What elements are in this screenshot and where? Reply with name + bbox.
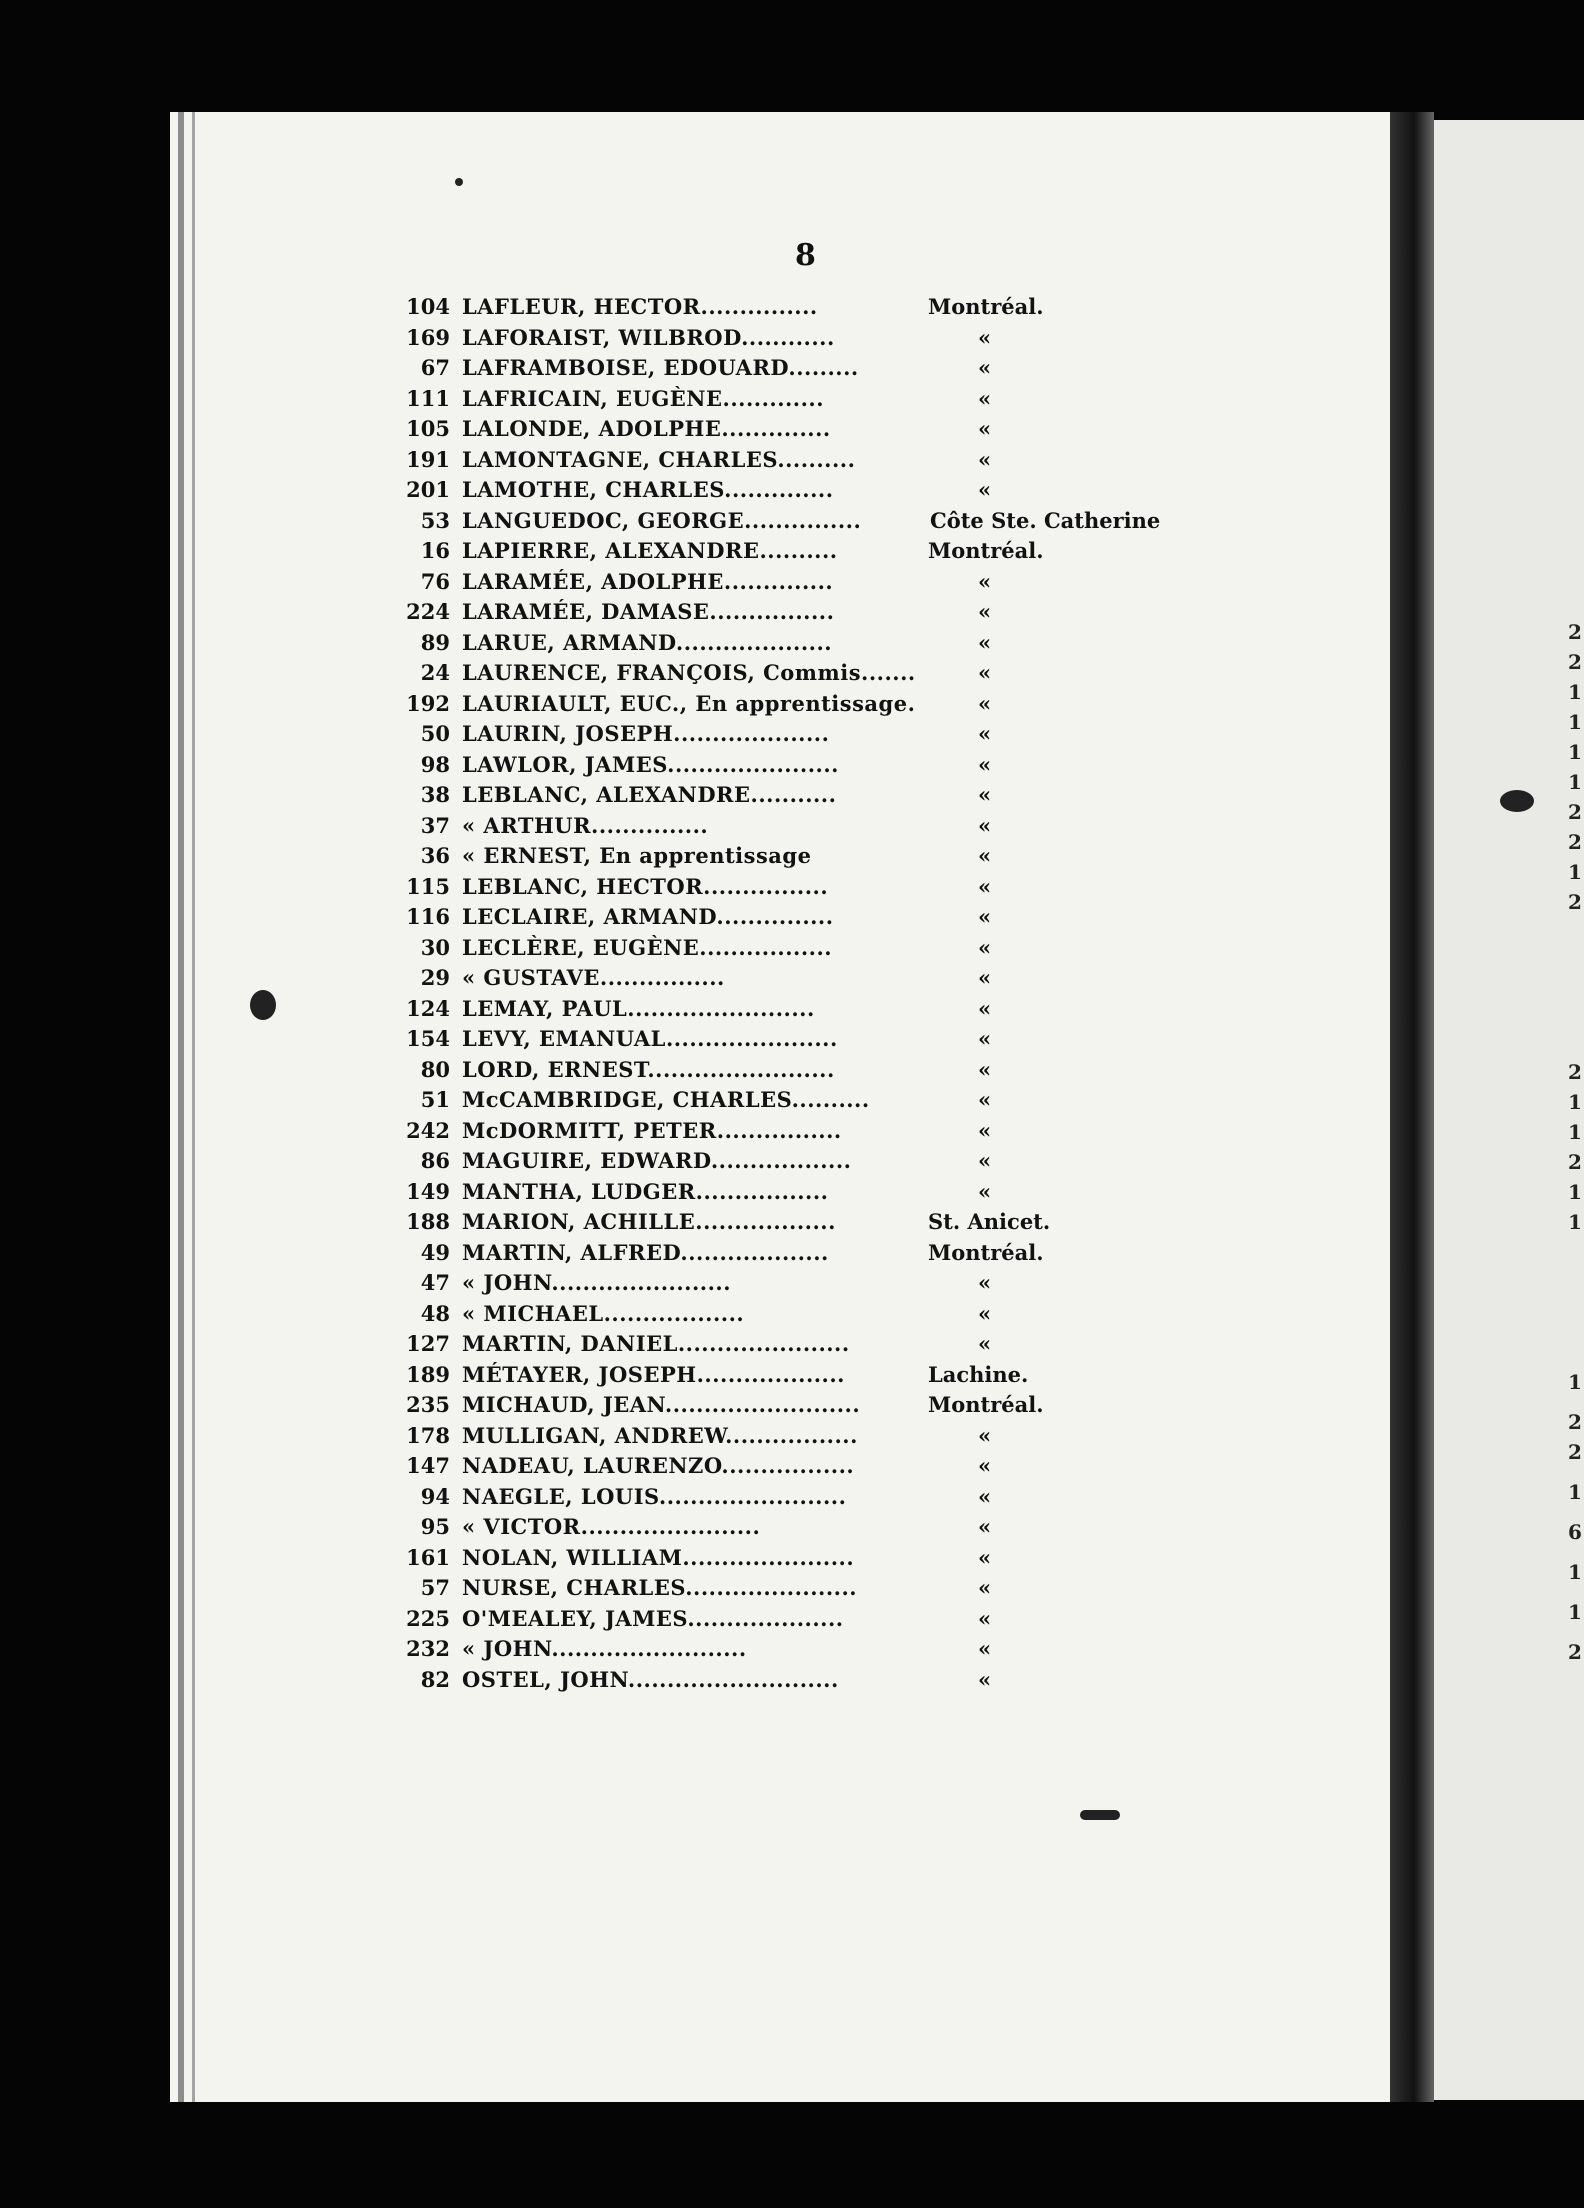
entry-number: 47 [420,1270,450,1295]
entry-place: « [978,1514,992,1539]
entry-number: 38 [420,782,450,807]
entry-place: « [978,1605,992,1631]
adjacent-page-digit: 2 [1568,800,1582,824]
ink-speck [455,178,463,186]
entry-name: LAMOTHE, CHARLES.............. [462,477,834,502]
entry-name: LARAMÉE, DAMASE................ [462,599,835,624]
entry-number: 94 [420,1483,450,1509]
entry-place: « [978,721,992,746]
entry-place: « [978,1453,992,1478]
entry-name: « VICTOR....................... [462,1514,761,1539]
entry-number: 124 [406,995,450,1021]
register-row [0,719,1584,749]
entry-name: LALONDE, ADOLPHE.............. [462,416,831,441]
entry-place: « [978,416,992,441]
entry-number: 191 [406,446,450,472]
entry-place: Lachine. [928,1361,1029,1387]
entry-place: « [978,568,992,594]
register-row [0,323,1584,353]
ink-blot [1500,790,1534,812]
entry-name: LAFLEUR, HECTOR............... [462,294,818,319]
entry-place: « [978,1117,992,1143]
entry-name: NOLAN, WILLIAM...................... [462,1544,855,1570]
register-row [0,1543,1584,1573]
adjacent-page-digit: 2 [1568,1060,1582,1084]
entry-number: 192 [406,690,450,716]
entry-place: Montréal. [928,538,1044,563]
adjacent-page-digit: 1 [1568,1600,1582,1624]
entry-place: « [978,629,992,655]
adjacent-page-digit: 2 [1568,1640,1582,1664]
entry-number: 49 [420,1239,450,1265]
register-row [0,1512,1584,1542]
register-row [0,1207,1584,1237]
entry-place: « [978,965,992,990]
entry-place: « [978,843,992,868]
entry-name: MARTIN, DANIEL...................... [462,1331,850,1356]
register-row [0,933,1584,963]
entry-number: 201 [406,477,450,502]
adjacent-page-digit: 1 [1568,1370,1582,1394]
register-row [0,597,1584,627]
adjacent-page-digit: 6 [1568,1520,1582,1544]
entry-place: « [978,1056,992,1082]
adjacent-page-digit: 1 [1568,1560,1582,1584]
entry-place: « [978,751,992,777]
entry-name: « JOHN....................... [462,1270,732,1295]
adjacent-page-digit: 1 [1568,1210,1582,1234]
entry-name: LECLÈRE, EUGÈNE................. [462,934,833,960]
register-row [0,536,1584,566]
entry-name: MAGUIRE, EDWARD.................. [462,1148,852,1173]
entry-name: O'MEALEY, JAMES.................... [462,1605,844,1631]
entry-place: « [978,1666,992,1692]
adjacent-page-digit: 1 [1568,1120,1582,1144]
entry-number: 30 [420,934,450,960]
entry-place: « [978,1483,992,1509]
entry-place: « [978,782,992,807]
entry-number: 76 [420,568,450,594]
register-row [0,414,1584,444]
entry-name: MARTIN, ALFRED................... [462,1239,829,1265]
entry-number: 115 [406,873,450,899]
entry-name: LEVY, EMANUAL...................... [462,1026,838,1051]
entry-name: McDORMITT, PETER................ [462,1117,842,1143]
ink-blot [250,990,276,1020]
adjacent-page-digit: 2 [1568,1440,1582,1464]
adjacent-page-digit: 1 [1568,1090,1582,1114]
adjacent-page-digit: 2 [1568,890,1582,914]
entry-number: 116 [406,904,450,929]
entry-name: LAWLOR, JAMES...................... [462,751,839,777]
adjacent-page-digit: 2 [1568,1150,1582,1174]
entry-name: NADEAU, LAURENZO................. [462,1453,855,1478]
entry-place: « [978,1544,992,1570]
entry-number: 147 [406,1453,450,1478]
register-row [0,1482,1584,1512]
entry-number: 53 [420,507,450,533]
register-row [0,902,1584,932]
register-row [0,689,1584,719]
entry-number: 149 [406,1178,450,1204]
adjacent-page-digit: 2 [1568,830,1582,854]
entry-name: MANTHA, LUDGER................. [462,1178,829,1204]
register-row [0,1573,1584,1603]
entry-number: 232 [406,1636,450,1661]
entry-number: 127 [406,1331,450,1356]
register-row [0,1024,1584,1054]
entry-number: 154 [406,1026,450,1051]
entry-number: 169 [406,324,450,350]
entry-number: 48 [420,1300,450,1326]
entry-name: MÉTAYER, JOSEPH................... [462,1361,845,1387]
entry-number: 29 [420,965,450,990]
entry-place: « [978,690,992,716]
entry-name: « ERNEST, En apprentissage [462,843,812,868]
adjacent-page-digit: 1 [1568,710,1582,734]
entry-name: MARION, ACHILLE.................. [462,1209,836,1234]
entry-place: « [978,1270,992,1295]
register-row [0,353,1584,383]
register-row [0,445,1584,475]
entry-number: 57 [420,1575,450,1600]
entry-name: LEMAY, PAUL........................ [462,995,815,1021]
entry-name: LAFORAIST, WILBROD............ [462,324,835,350]
entry-place: « [978,1178,992,1204]
adjacent-page-digit: 1 [1568,680,1582,704]
register-row [0,1360,1584,1390]
entry-name: OSTEL, JOHN........................... [462,1666,839,1692]
register-row [0,475,1584,505]
entry-place: « [978,599,992,624]
entry-name: McCAMBRIDGE, CHARLES.......... [462,1087,870,1112]
entry-number: 82 [420,1666,450,1692]
register-row [0,1146,1584,1176]
entry-place: Montréal. [928,294,1044,319]
entry-number: 178 [406,1422,450,1448]
adjacent-page-digit: 1 [1568,770,1582,794]
entry-name: LAMONTAGNE, CHARLES.......... [462,446,856,472]
register-row [0,1055,1584,1085]
register-row [0,1299,1584,1329]
register-row [0,1177,1584,1207]
entry-number: 50 [420,721,450,746]
entry-name: LAFRAMBOISE, EDOUARD......... [462,355,859,380]
entry-number: 51 [420,1087,450,1112]
register-row [0,1634,1584,1664]
entry-name: MICHAUD, JEAN......................... [462,1392,861,1417]
adjacent-page-digit: 1 [1568,1480,1582,1504]
entry-place: St. Anicet. [928,1209,1051,1234]
entry-place: « [978,324,992,350]
entry-number: 242 [406,1117,450,1143]
entry-place: « [978,995,992,1021]
entry-place: « [978,1575,992,1600]
entry-number: 161 [406,1544,450,1570]
entry-place: « [978,934,992,960]
entry-number: 111 [406,385,450,411]
entry-name: LARAMÉE, ADOLPHE.............. [462,568,834,594]
entry-place: « [978,904,992,929]
register-row [0,780,1584,810]
entry-name: MULLIGAN, ANDREW................. [462,1422,858,1448]
entry-number: 37 [420,812,450,838]
register-row [0,628,1584,658]
register-row [0,963,1584,993]
register-row [0,292,1584,322]
register-row [0,567,1584,597]
entry-place: « [978,1148,992,1173]
entry-name: NAEGLE, LOUIS........................ [462,1483,847,1509]
register-row [0,1329,1584,1359]
entry-place: « [978,385,992,411]
entry-place: Montréal. [928,1392,1044,1417]
register-row [0,841,1584,871]
entry-place: « [978,1026,992,1051]
adjacent-page-digit: 2 [1568,650,1582,674]
entry-number: 67 [420,355,450,380]
entry-number: 188 [406,1209,450,1234]
register-row [0,658,1584,688]
register-row [0,1390,1584,1420]
ink-speck [1080,1810,1120,1820]
entry-number: 105 [406,416,450,441]
register-row [0,811,1584,841]
entry-number: 225 [406,1605,450,1631]
entry-name: LEBLANC, ALEXANDRE........... [462,782,837,807]
entry-name: LAFRICAIN, EUGÈNE............. [462,385,825,411]
entry-number: 16 [420,538,450,563]
register-row [0,994,1584,1024]
entry-name: « JOHN......................... [462,1636,747,1661]
adjacent-page-digit: 1 [1568,1180,1582,1204]
register-row [0,506,1584,536]
register-row [0,872,1584,902]
entry-name: LECLAIRE, ARMAND............... [462,904,834,929]
entry-number: 80 [420,1056,450,1082]
register-row [0,1421,1584,1451]
register-row [0,1116,1584,1146]
entry-name: « MICHAEL.................. [462,1300,745,1326]
entry-place: « [978,355,992,380]
entry-place: Montréal. [928,1239,1044,1265]
entry-name: « GUSTAVE................ [462,965,725,990]
adjacent-page-digit: 1 [1568,740,1582,764]
entry-name: LORD, ERNEST........................ [462,1056,835,1082]
entry-name: LARUE, ARMAND.................... [462,629,833,655]
register-row [0,384,1584,414]
entry-number: 98 [420,751,450,777]
entry-name: LAURIN, JOSEPH.................... [462,721,830,746]
entry-place: « [978,1300,992,1326]
register-row [0,1604,1584,1634]
entry-number: 235 [406,1392,450,1417]
entry-number: 86 [420,1148,450,1173]
register-row [0,750,1584,780]
register-row [0,1665,1584,1695]
entry-place: « [978,1422,992,1448]
entry-number: 36 [420,843,450,868]
entry-number: 95 [420,1514,450,1539]
entry-place: « [978,477,992,502]
entry-number: 189 [406,1361,450,1387]
entry-place: « [978,873,992,899]
entry-place: « [978,812,992,838]
register-row [0,1085,1584,1115]
entry-name: LAPIERRE, ALEXANDRE.......... [462,538,838,563]
entry-name: NURSE, CHARLES...................... [462,1575,858,1600]
register-row [0,1238,1584,1268]
entry-place: « [978,1636,992,1661]
entry-place: « [978,1331,992,1356]
adjacent-page-digit: 1 [1568,860,1582,884]
entry-number: 224 [406,599,450,624]
entry-place: « [978,660,992,685]
entry-name: LANGUEDOC, GEORGE............... [462,507,862,533]
register-row [0,1451,1584,1481]
entry-place: « [978,446,992,472]
entry-name: « ARTHUR............... [462,812,709,838]
adjacent-page-digit: 2 [1568,1410,1582,1434]
entry-name: LEBLANC, HECTOR................ [462,873,829,899]
entry-place: « [978,1087,992,1112]
entry-name: LAURENCE, FRANÇOIS, Commis....... [462,660,916,685]
entry-name: LAURIAULT, EUC., En apprentissage. [462,690,916,716]
adjacent-page-digit: 2 [1568,620,1582,644]
entry-number: 24 [420,660,450,685]
register-row [0,1268,1584,1298]
entry-place: Côte Ste. Catherine [930,507,1161,533]
entry-number: 89 [420,629,450,655]
page-number: 8 [795,238,816,273]
entry-number: 104 [406,294,450,319]
